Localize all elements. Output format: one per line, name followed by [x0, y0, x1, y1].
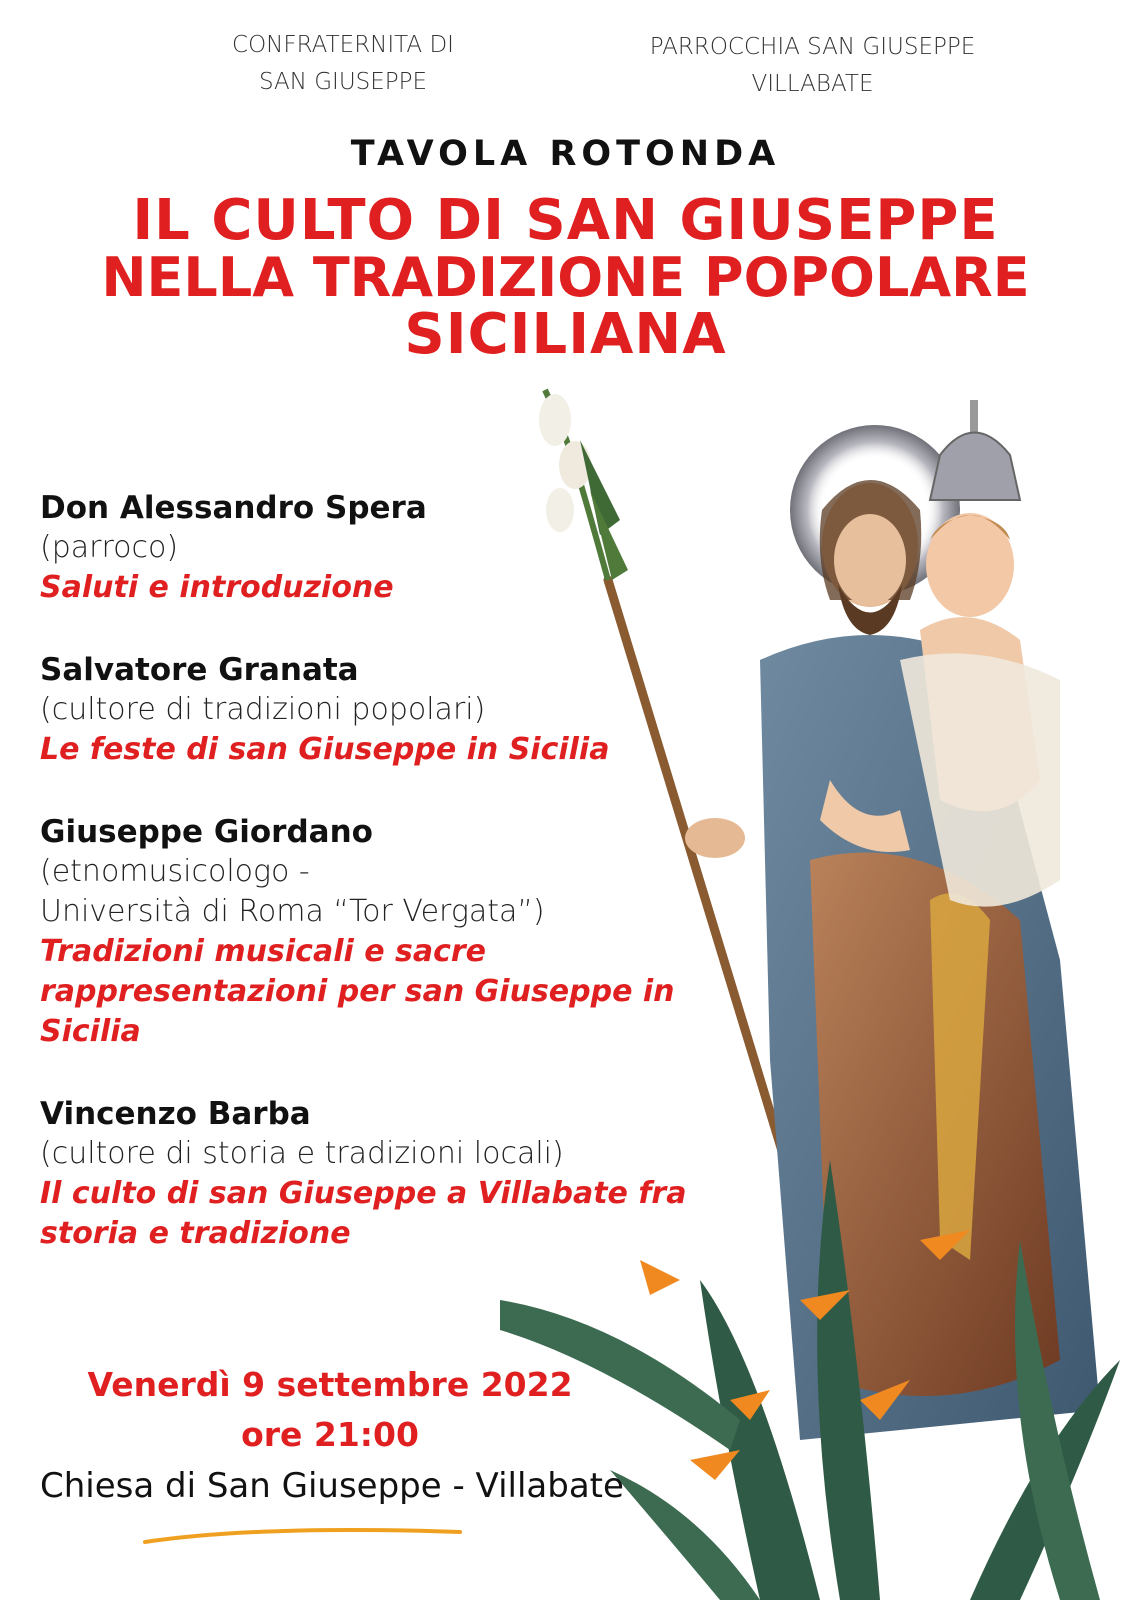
speaker-talk-line: storia e tradizione — [40, 1216, 351, 1251]
organizer-left — [203, 27, 483, 101]
title-line-1: IL CULTO DI SAN GIUSEPPE — [132, 188, 999, 253]
speaker-spera — [40, 488, 700, 608]
speaker-barba — [40, 1094, 700, 1254]
speaker-talk-line: rappresentazioni per san Giuseppe in — [40, 974, 675, 1009]
speaker-talk — [40, 1174, 700, 1254]
speaker-giordano — [40, 812, 700, 1052]
speaker-talk-line: Le feste di san Giuseppe in Sicilia — [40, 732, 610, 767]
speaker-role-line: (etnomusicologo - — [40, 854, 310, 889]
speaker-talk-line: Saluti e introduzione — [40, 570, 394, 605]
speakers-list — [40, 488, 700, 1296]
speaker-talk-line: Sicilia — [40, 1014, 141, 1049]
speaker-role-line: (parroco) — [40, 530, 179, 565]
speaker-talk — [40, 932, 700, 1052]
speaker-granata — [40, 650, 700, 770]
event-venue: Chiesa di San Giuseppe - Villabate — [40, 1466, 624, 1506]
speaker-role — [40, 528, 700, 568]
speaker-role — [40, 1134, 700, 1174]
organizer-right — [620, 29, 1005, 103]
speaker-name: Don Alessandro Spera — [40, 490, 427, 526]
event-date: Venerdì 9 settembre 2022 — [87, 1365, 573, 1404]
organizer-left-line-1: CONFRATERNITA DI — [232, 32, 454, 58]
title-line-3: SICILIANA — [404, 302, 727, 367]
speaker-name: Giuseppe Giordano — [40, 814, 373, 850]
speaker-name: Vincenzo Barba — [40, 1096, 311, 1132]
speaker-role — [40, 690, 700, 730]
speaker-role-line: (cultore di storia e tradizioni locali) — [40, 1136, 564, 1171]
speaker-role-line: (cultore di tradizioni popolari) — [40, 692, 486, 727]
organizer-right-line-1: PARROCCHIA SAN GIUSEPPE — [649, 34, 976, 60]
speaker-talk — [40, 730, 700, 770]
event-time: ore 21:00 — [241, 1415, 419, 1454]
speaker-talk-line: Tradizioni musicali e sacre — [40, 934, 487, 969]
speaker-role-line: Università di Roma “Tor Vergata”) — [40, 894, 545, 929]
page-title — [0, 188, 1131, 367]
speaker-role — [40, 852, 700, 932]
speaker-talk — [40, 568, 700, 608]
organizer-right-line-2: VILLABATE — [751, 71, 874, 97]
title-line-2: NELLA TRADIZIONE POPOLARE — [101, 246, 1030, 309]
speaker-talk-line: Il culto di san Giuseppe a Villabate fra — [40, 1176, 687, 1211]
underline-decoration — [140, 1520, 470, 1550]
speaker-name: Salvatore Granata — [40, 652, 359, 688]
event-kicker: TAVOLA ROTONDA — [350, 134, 781, 174]
event-details — [0, 1360, 660, 1460]
organizer-left-line-2: SAN GIUSEPPE — [258, 69, 428, 95]
